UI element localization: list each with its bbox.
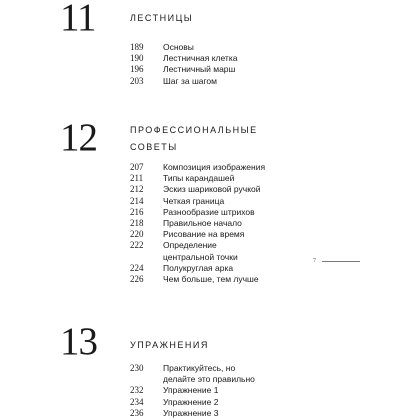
folio-rule xyxy=(322,261,360,262)
toc-entry[interactable] xyxy=(130,363,303,385)
toc-page-number: 207 xyxy=(130,162,144,172)
toc-page-number: 222 xyxy=(130,240,144,251)
toc-entry[interactable] xyxy=(130,76,303,87)
toc-page-number: 224 xyxy=(130,262,144,273)
toc-entry[interactable] xyxy=(130,263,303,274)
toc-entry[interactable] xyxy=(130,408,303,419)
toc-entry[interactable] xyxy=(130,184,303,195)
toc-entry-label: Лестничная клетка xyxy=(163,53,238,64)
toc-entry-label: Лестничный марш xyxy=(163,64,236,75)
toc-entry[interactable] xyxy=(130,64,303,75)
toc-entry-label: Упражнение 3 xyxy=(163,407,219,418)
toc-entry[interactable] xyxy=(130,229,303,240)
toc-page-number: 211 xyxy=(130,173,144,184)
toc-entry-label: Упражнение 1 xyxy=(163,385,219,396)
chapter-number: 12 xyxy=(60,116,97,159)
toc-page-number: 216 xyxy=(130,206,144,217)
toc-entry[interactable] xyxy=(130,173,303,184)
toc-list xyxy=(130,363,303,419)
toc-page-number: 196 xyxy=(130,64,144,75)
toc-entry-label: Разнообразие штрихов xyxy=(163,206,255,217)
toc-entry[interactable] xyxy=(130,274,303,285)
toc-page-number: 203 xyxy=(130,75,144,86)
toc-entry-label: Эскиз шариковой ручкой xyxy=(163,184,261,195)
toc-entry[interactable] xyxy=(130,397,303,408)
toc-list xyxy=(130,162,303,285)
chapter-title: ПРОФЕССИОНАЛЬНЫЕ СОВЕТЫ xyxy=(130,125,258,152)
toc-page-number: 218 xyxy=(130,218,144,229)
folio-number: 7 xyxy=(313,258,316,264)
toc-entry-label: Шаг за шагом xyxy=(163,75,217,86)
toc-entry[interactable] xyxy=(130,240,303,262)
chapter-number: 11 xyxy=(60,0,96,39)
toc-entry-label: Упражнение 2 xyxy=(163,396,219,407)
toc-entry-label: Чем больше, тем лучше xyxy=(163,274,259,285)
toc-list xyxy=(130,42,303,87)
toc-page-number: 234 xyxy=(130,396,144,407)
toc-page-number: 214 xyxy=(130,195,144,206)
toc-entry-label: Типы карандашей xyxy=(163,173,235,184)
toc-entry[interactable] xyxy=(130,162,303,173)
toc-entry-label: Рисование на время xyxy=(163,229,245,240)
toc-page-number: 212 xyxy=(130,184,144,195)
toc-entry[interactable] xyxy=(130,385,303,396)
toc-entry[interactable] xyxy=(130,218,303,229)
toc-entry-label: Правильное начало xyxy=(163,218,242,229)
toc-page-number: 230 xyxy=(130,363,144,373)
toc-entry-label: Композиция изображения xyxy=(163,162,266,172)
toc-page-number: 232 xyxy=(130,385,144,396)
toc-entry-label: Полукруглая арка xyxy=(163,262,234,273)
chapter-number: 13 xyxy=(60,320,97,363)
chapter-title: ЛЕСТНИЦЫ xyxy=(130,13,194,23)
toc-entry[interactable] xyxy=(130,207,303,218)
toc-page-number: 190 xyxy=(130,53,144,64)
toc-page-number: 236 xyxy=(130,407,144,418)
toc-page-number: 220 xyxy=(130,229,144,240)
toc-entry-label: Основы xyxy=(163,42,194,52)
toc-entry[interactable] xyxy=(130,42,303,53)
toc-entry-label: Определение центральной точки xyxy=(163,240,238,262)
chapter-title: УПРАЖНЕНИЯ xyxy=(130,340,209,350)
toc-entry-label: Четкая граница xyxy=(163,195,225,206)
toc-page-number: 226 xyxy=(130,274,144,285)
toc-entry-label: Практикуйтесь, но делайте это правильно xyxy=(163,363,255,385)
toc-page-number: 189 xyxy=(130,42,144,52)
toc-entry[interactable] xyxy=(130,196,303,207)
toc-entry[interactable] xyxy=(130,53,303,64)
